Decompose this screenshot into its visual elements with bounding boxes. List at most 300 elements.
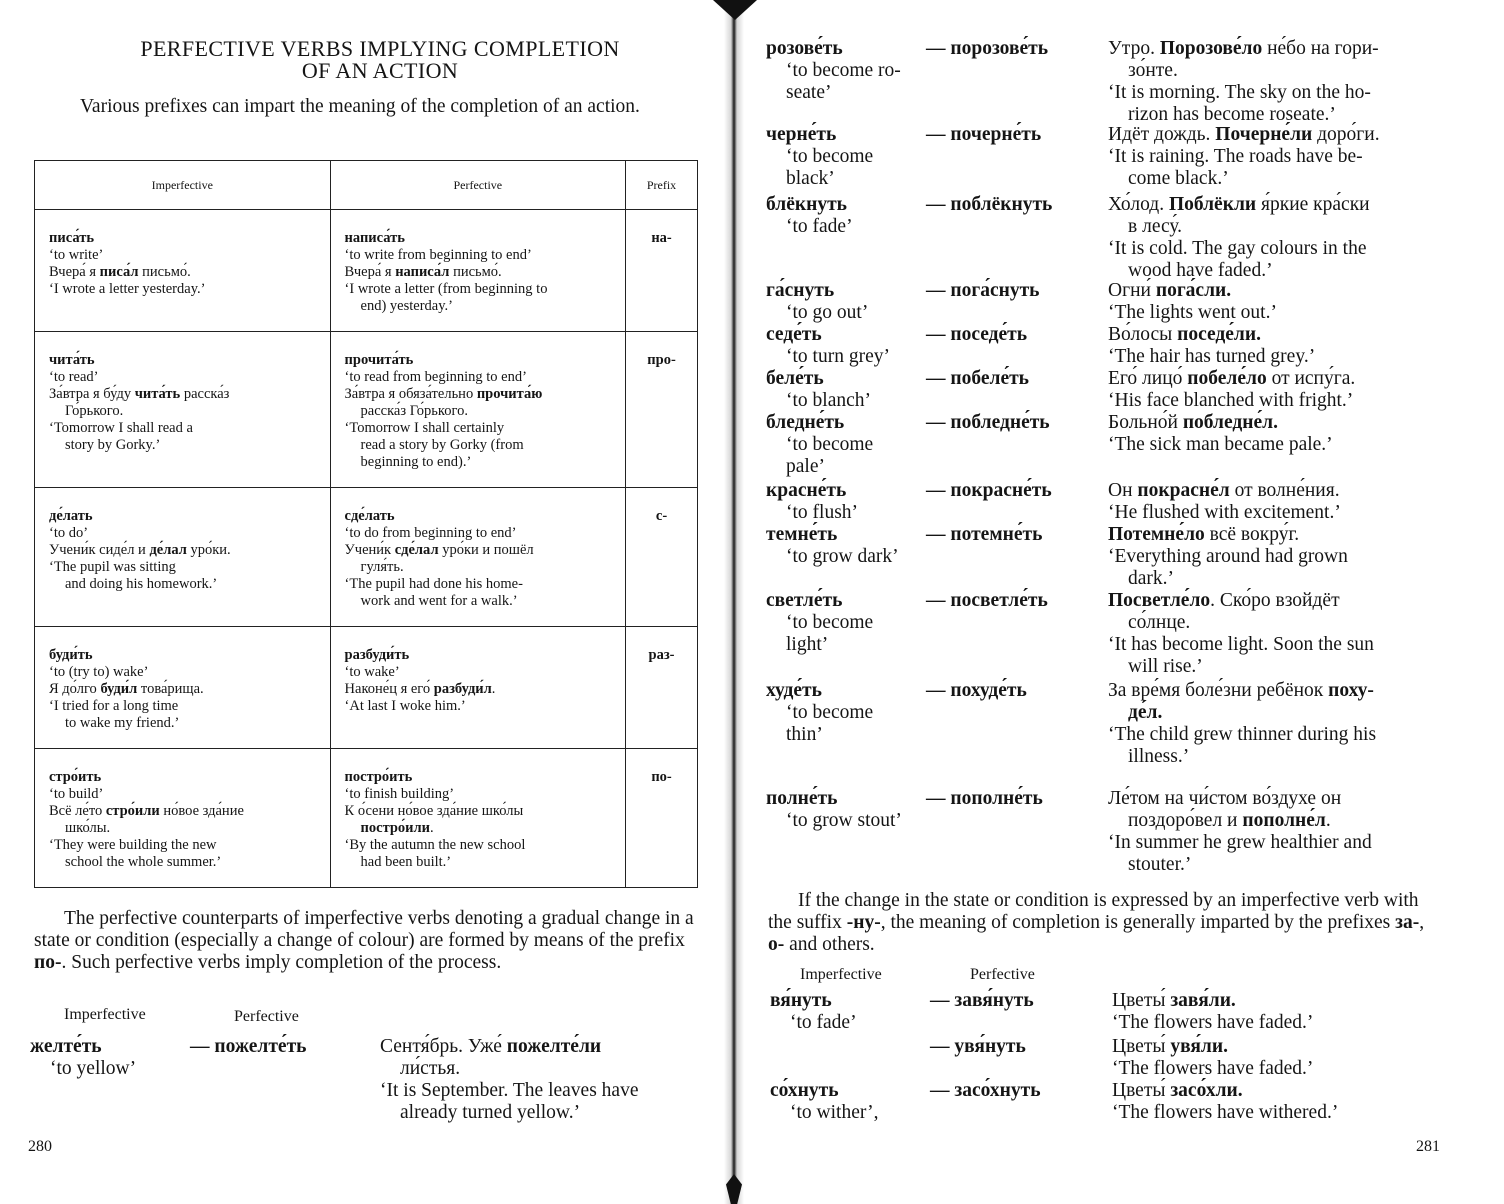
verb-imperfective: седе́ть bbox=[766, 324, 822, 345]
example-text: ‘The sick man became pale.’ bbox=[1108, 434, 1333, 455]
example-text: already turned yellow.’ bbox=[400, 1102, 581, 1123]
imperfective-text: ‘to write’ bbox=[49, 247, 104, 263]
perfective-text: . bbox=[491, 681, 496, 697]
verb-example bbox=[1112, 990, 1450, 1034]
perfective-text: end) yesterday.’ bbox=[360, 298, 453, 314]
perfective-line bbox=[345, 369, 612, 386]
imperfective-text: Вчера́ я bbox=[49, 264, 100, 280]
imperfective-line bbox=[49, 508, 316, 525]
example-bold: пога́сли. bbox=[1155, 280, 1232, 301]
imperfective-line bbox=[49, 698, 316, 715]
verb-perfective: — пополне́ть bbox=[926, 788, 1043, 809]
example-line bbox=[1112, 990, 1450, 1012]
imperfective-text: ‘I tried for a long time bbox=[49, 698, 179, 714]
perfective-text: Вчера́ я bbox=[344, 264, 396, 280]
example-line bbox=[1108, 702, 1446, 724]
example-line bbox=[1108, 82, 1446, 104]
example-text: всё вокру́г. bbox=[1204, 524, 1300, 545]
verb-perfective: — потемне́ть bbox=[926, 524, 1043, 545]
example-text: ‘The child grew thinner during his bbox=[1108, 724, 1377, 745]
verb-perfective: — посветле́ть bbox=[926, 590, 1048, 611]
imperfective-line bbox=[49, 664, 316, 681]
example-line bbox=[1108, 280, 1446, 302]
imperfective-line bbox=[49, 420, 316, 437]
example-text: ‘In summer he grew healthier and bbox=[1108, 832, 1372, 853]
heading-line-1: PERFECTIVE VERBS IMPLYING COMPLETION bbox=[140, 36, 620, 61]
cell-prefix: раз- bbox=[626, 627, 698, 749]
cell-perfective bbox=[330, 210, 626, 332]
example-line bbox=[1108, 324, 1446, 346]
perfective-bold: разбуди́л bbox=[433, 681, 492, 697]
perfective-text: ‘The pupil had done his home- bbox=[344, 576, 523, 592]
perfective-text: письмо́. bbox=[449, 264, 502, 280]
verb-imperfective: со́хнуть bbox=[770, 1080, 839, 1101]
verb-imperfective: беле́ть bbox=[766, 368, 824, 389]
verb-example bbox=[1112, 1080, 1450, 1124]
tail-text: , the meaning of completion is generally imparted by the prefixes bbox=[880, 912, 1396, 933]
example-text: зо́нте. bbox=[1128, 60, 1178, 81]
cell-prefix: на- bbox=[626, 210, 698, 332]
example-line bbox=[1108, 346, 1446, 368]
imperfective-bold: писа́л bbox=[99, 264, 139, 280]
example-text: will rise.’ bbox=[1128, 656, 1203, 677]
example-text: . bbox=[1325, 810, 1331, 831]
perfective-line bbox=[345, 403, 612, 420]
page-number-right: 281 bbox=[1416, 1138, 1440, 1155]
perfective-line bbox=[345, 681, 612, 698]
para-text: . Such perfective verbs imply completion of the process. bbox=[61, 952, 502, 973]
header-prefix: Prefix bbox=[626, 161, 698, 210]
example-line bbox=[1112, 1102, 1450, 1124]
cell-imperfective bbox=[35, 627, 331, 749]
imperfective-text: уро́ки. bbox=[186, 542, 231, 558]
perfective-text: За́втра я обяза́тельно bbox=[344, 386, 477, 402]
example-line bbox=[1108, 612, 1446, 634]
verb-imperfective: розове́ть bbox=[766, 38, 843, 59]
verb-imperfective: бледне́ть bbox=[766, 412, 845, 433]
perfective-line bbox=[345, 386, 612, 403]
verb-gloss: ‘to blanch’ bbox=[786, 390, 872, 411]
example-line bbox=[1108, 590, 1446, 612]
example-bold: пополне́л bbox=[1242, 810, 1326, 831]
example-text: come black.’ bbox=[1128, 168, 1229, 189]
verb-example bbox=[1108, 590, 1446, 678]
example-text: ‘The hair has turned grey.’ bbox=[1108, 346, 1316, 367]
table-row bbox=[35, 627, 698, 749]
imperfective-bold: чита́ть bbox=[49, 352, 95, 368]
imperfective-line bbox=[49, 352, 316, 369]
perfective-text: ‘to finish building’ bbox=[344, 786, 455, 802]
perfective-line bbox=[345, 786, 612, 803]
verb-imperfective: блёкнуть bbox=[766, 194, 847, 215]
table-row bbox=[35, 332, 698, 488]
imperfective-line bbox=[49, 820, 316, 837]
example-line bbox=[1112, 1036, 1450, 1058]
perfective-line bbox=[345, 230, 612, 247]
cell-perfective bbox=[330, 488, 626, 627]
verb-imperfective: темне́ть bbox=[766, 524, 838, 545]
header-perfective: Perfective bbox=[330, 161, 626, 210]
example-bold: поху- bbox=[1328, 680, 1374, 701]
example-text: Сентя́брь. Уже́ bbox=[380, 1036, 507, 1057]
verb-gloss: ‘to flush’ bbox=[786, 502, 859, 523]
perfective-text: ‘to write from beginning to end’ bbox=[344, 247, 532, 263]
tail-bold: за- bbox=[1395, 912, 1420, 933]
perfective-bold: разбуди́ть bbox=[344, 647, 410, 663]
verb-imperfective: худе́ть bbox=[766, 680, 822, 701]
verb-example bbox=[1108, 480, 1446, 524]
imperfective-text: расска́з bbox=[180, 386, 230, 402]
verb-gloss: seate’ bbox=[786, 82, 832, 103]
perfective-line bbox=[345, 420, 612, 437]
example-text: Его́ лицо́ bbox=[1108, 368, 1188, 389]
cell-imperfective bbox=[35, 488, 331, 627]
imperfective-line bbox=[49, 230, 316, 247]
verb-gloss: ‘to become bbox=[786, 146, 874, 167]
example-bold: завя́ли. bbox=[1170, 990, 1236, 1011]
verb-example bbox=[1108, 324, 1446, 368]
perfective-bold: написа́ть bbox=[344, 230, 405, 246]
example-text: от волне́ния. bbox=[1229, 480, 1340, 501]
example-text: illness.’ bbox=[1128, 746, 1190, 767]
perfective-line bbox=[345, 264, 612, 281]
tail-bold: о- bbox=[768, 934, 785, 955]
imperfective-bold: чита́ть bbox=[134, 386, 181, 402]
example-text: ‘It is morning. The sky on the ho- bbox=[1108, 82, 1371, 103]
cell-imperfective bbox=[35, 332, 331, 488]
gradual-change-paragraph bbox=[34, 908, 698, 974]
imperfective-line bbox=[49, 769, 316, 786]
verb-gloss: ‘to become ro- bbox=[786, 60, 901, 81]
perfective-line bbox=[345, 352, 612, 369]
imperfective-text: Го́рького. bbox=[65, 403, 124, 419]
perfective-bold: сде́лал bbox=[394, 542, 439, 558]
example-bold: Почерне́ли bbox=[1215, 124, 1313, 145]
imperfective-text: шко́лы. bbox=[65, 820, 111, 836]
perfective-line bbox=[345, 559, 612, 576]
perfective-bold: прочита́ю bbox=[476, 386, 543, 402]
perfective-line bbox=[345, 820, 612, 837]
example-line bbox=[1108, 546, 1446, 568]
example-bold: пожелте́ли bbox=[506, 1036, 602, 1057]
verb-gloss: thin’ bbox=[786, 724, 823, 745]
example-text: ‘He flushed with excitement.’ bbox=[1108, 502, 1341, 523]
example-line bbox=[1112, 1012, 1450, 1034]
perfective-line bbox=[345, 298, 612, 315]
example-text: я́ркие кра́ски bbox=[1256, 194, 1370, 215]
example-line bbox=[380, 1036, 700, 1058]
verb-example bbox=[1112, 1036, 1450, 1080]
example-text: Огни́ bbox=[1108, 280, 1156, 301]
example-line bbox=[1108, 38, 1446, 60]
example-line bbox=[1108, 412, 1446, 434]
imperfective-text: school the whole summer.’ bbox=[65, 854, 222, 870]
example-text: Идёт дождь. bbox=[1108, 124, 1216, 145]
perfective-line bbox=[345, 454, 612, 471]
verb-example bbox=[1108, 280, 1446, 324]
verb-example bbox=[1108, 524, 1446, 590]
tail-text: , bbox=[1419, 912, 1425, 933]
perfective-text: ‘At last I woke him.’ bbox=[344, 698, 466, 714]
perfective-text: work and went for a walk.’ bbox=[360, 593, 518, 609]
example-text: Цветы́ bbox=[1112, 1080, 1171, 1101]
imperfective-line bbox=[49, 803, 316, 820]
example-line bbox=[1108, 194, 1446, 216]
cell-imperfective bbox=[35, 749, 331, 888]
verb-gloss: ‘to fade’ bbox=[790, 1012, 857, 1033]
example-bold: Порозове́ло bbox=[1159, 38, 1263, 59]
cell-perfective bbox=[330, 627, 626, 749]
example-bold: побеле́ло bbox=[1187, 368, 1267, 389]
verb-perfective: — покрасне́ть bbox=[926, 480, 1052, 501]
perfective-text: ‘to wake’ bbox=[344, 664, 400, 680]
perfective-bold: постро́ить bbox=[344, 769, 413, 785]
example-text: . Ско́ро взойдёт bbox=[1210, 590, 1340, 611]
example-line bbox=[1108, 724, 1446, 746]
perfective-line bbox=[345, 247, 612, 264]
imperfective-text: ‘to read’ bbox=[49, 369, 99, 385]
imperfective-line bbox=[49, 247, 316, 264]
perfective-text: ‘to read from beginning to end’ bbox=[344, 369, 527, 385]
verb-example bbox=[1108, 680, 1446, 768]
verb-gloss: black’ bbox=[786, 168, 835, 189]
example-text: от испу́га. bbox=[1266, 368, 1356, 389]
verb-imperfective: красне́ть bbox=[766, 480, 847, 501]
imperfective-text: ‘to (try to) wake’ bbox=[49, 664, 149, 680]
example-bold: Посветле́ло bbox=[1108, 590, 1211, 611]
imperfective-line bbox=[49, 681, 316, 698]
imperfective-text: ‘Tomorrow I shall read a bbox=[49, 420, 193, 436]
example-text: dark.’ bbox=[1128, 568, 1175, 589]
example-line bbox=[1108, 302, 1446, 324]
imperfective-line bbox=[49, 403, 316, 420]
cell-prefix: с- bbox=[626, 488, 698, 627]
verb-imperfective: светле́ть bbox=[766, 590, 843, 611]
example-text: За вре́мя боле́зни ребёнок bbox=[1108, 680, 1329, 701]
verb-imperfective: га́снуть bbox=[766, 280, 835, 301]
imperfective-bold: стро́или bbox=[105, 803, 160, 819]
prefix-table bbox=[34, 160, 698, 888]
example-text: поздоро́вел и bbox=[1128, 810, 1243, 831]
perfective-line bbox=[345, 542, 612, 559]
example-text: ‘The lights went out.’ bbox=[1108, 302, 1277, 323]
verb-example bbox=[1108, 194, 1446, 282]
page-number: 280 bbox=[28, 1138, 52, 1155]
verb-gloss: light’ bbox=[786, 634, 829, 655]
example-line bbox=[380, 1080, 700, 1102]
example-line bbox=[1108, 238, 1446, 260]
perfective-line bbox=[345, 437, 612, 454]
imperfective-line bbox=[49, 264, 316, 281]
perfective-text: . bbox=[430, 820, 434, 836]
perfective-line bbox=[345, 854, 612, 871]
verb-perfective: — пога́снуть bbox=[926, 280, 1040, 301]
example-line bbox=[1108, 260, 1446, 282]
perfective-text: уро́ки и пошёл bbox=[438, 542, 534, 558]
imperfective-line bbox=[49, 437, 316, 454]
example-line bbox=[1112, 1080, 1450, 1102]
imperfective-bold: де́лал bbox=[149, 542, 187, 558]
verb-example bbox=[1108, 412, 1446, 456]
imperfective-text: ‘They were building the new bbox=[49, 837, 217, 853]
example-text: stouter.’ bbox=[1128, 854, 1192, 875]
verb-gloss: ‘to turn grey’ bbox=[786, 346, 890, 367]
example-line bbox=[1108, 124, 1446, 146]
suffix-nu-paragraph bbox=[768, 890, 1440, 956]
example-text: ‘The flowers have withered.’ bbox=[1112, 1102, 1339, 1123]
imperfective-text: За́втра я бу́ду bbox=[49, 386, 135, 402]
imperfective-line bbox=[49, 542, 316, 559]
imperfective-text: ‘The pupil was sitting bbox=[49, 559, 176, 575]
perfective-text: read a story by Gorky (from bbox=[360, 437, 524, 453]
verb-example bbox=[1108, 788, 1446, 876]
imperfective-line bbox=[49, 386, 316, 403]
col-header-perfective: Perfective bbox=[234, 1008, 299, 1025]
perfective-text: ‘By the autumn the new school bbox=[344, 837, 526, 853]
verb-perfective: — побледне́ть bbox=[926, 412, 1050, 433]
example-line bbox=[1108, 568, 1446, 590]
example-text: ‘Everything around had grown bbox=[1108, 546, 1348, 567]
imperfective-text: ‘I wrote a letter yesterday.’ bbox=[49, 281, 206, 297]
table-header-row bbox=[35, 161, 698, 210]
table-row bbox=[35, 210, 698, 332]
verb-perfective: — засо́хнуть bbox=[930, 1080, 1041, 1101]
example-text: ‘The flowers have faded.’ bbox=[1112, 1012, 1314, 1033]
example-bold: побледне́л. bbox=[1182, 412, 1278, 433]
example-text: ‘It is cold. The gay colours in the bbox=[1108, 238, 1367, 259]
verb-imperfective: черне́ть bbox=[766, 124, 837, 145]
example-line bbox=[1108, 656, 1446, 678]
example-text: со́лнце. bbox=[1128, 612, 1191, 633]
perfective-line bbox=[345, 576, 612, 593]
left-page bbox=[0, 0, 730, 1204]
imperfective-line bbox=[49, 647, 316, 664]
verb-perfective: — побеле́ть bbox=[926, 368, 1029, 389]
example-line bbox=[1112, 1058, 1450, 1080]
perfective-line bbox=[345, 508, 612, 525]
example-line bbox=[1108, 634, 1446, 656]
verb-imperfective: полне́ть bbox=[766, 788, 838, 809]
imperfective-line bbox=[49, 369, 316, 386]
verb-perfective: — почерне́ть bbox=[926, 124, 1042, 145]
example-text: Он bbox=[1108, 480, 1138, 501]
example-line bbox=[1108, 104, 1446, 126]
imperfective-text: story by Gorky.’ bbox=[65, 437, 161, 453]
imperfective-text: and doing his homework.’ bbox=[65, 576, 218, 592]
imperfective-line bbox=[49, 576, 316, 593]
perfective-line bbox=[345, 281, 612, 298]
col-header-imperfective: Imperfective bbox=[64, 1006, 146, 1023]
example-bold: Поблёкли bbox=[1168, 194, 1257, 215]
example-text: Цветы́ bbox=[1112, 1036, 1171, 1057]
tail-bold: -ну- bbox=[846, 912, 881, 933]
example-line bbox=[1108, 146, 1446, 168]
imperfective-line bbox=[49, 525, 316, 542]
perfective-bold: написа́л bbox=[395, 264, 450, 280]
imperfective-bold: писа́ть bbox=[49, 230, 94, 246]
example-line bbox=[1108, 746, 1446, 768]
example-text: в лесу́. bbox=[1128, 216, 1183, 237]
example-text: ‘It is September. The leaves have bbox=[380, 1080, 639, 1101]
example-line bbox=[1108, 480, 1446, 502]
example-bold: покрасне́л bbox=[1137, 480, 1230, 501]
verb-perfective: — похуде́ть bbox=[926, 680, 1027, 701]
section-heading bbox=[40, 38, 720, 82]
imperfective-text: Я до́лго bbox=[49, 681, 101, 697]
header-imperfective: Imperfective bbox=[35, 161, 331, 210]
example-text: Во́лосы bbox=[1108, 324, 1178, 345]
example-bold: поседе́ли. bbox=[1177, 324, 1261, 345]
imperfective-line bbox=[49, 559, 316, 576]
perfective-line bbox=[345, 769, 612, 786]
perfective-text: beginning to end).’ bbox=[360, 454, 472, 470]
table-row bbox=[35, 749, 698, 888]
example-bold: увя́ли. bbox=[1170, 1036, 1228, 1057]
example-bold: де́л. bbox=[1128, 702, 1163, 723]
example-line bbox=[1108, 434, 1446, 456]
verb-imperfective: вя́нуть bbox=[770, 990, 832, 1011]
cell-perfective bbox=[330, 332, 626, 488]
example-text: ли́стья. bbox=[400, 1058, 461, 1079]
verb-gloss: ‘to go out’ bbox=[786, 302, 869, 323]
example-line bbox=[1108, 502, 1446, 524]
perfective-text: Учени́к bbox=[344, 542, 395, 558]
tail-text: If the change in the state or condition is expressed by an imperfective verb with the suffix bbox=[768, 890, 1419, 933]
imperfective-line bbox=[49, 786, 316, 803]
perfective-line bbox=[345, 593, 612, 610]
verb-perfective: — порозове́ть bbox=[926, 38, 1049, 59]
perfective-text: гуля́ть. bbox=[360, 559, 404, 575]
imperfective-line bbox=[49, 715, 316, 732]
verb-gloss: ‘to grow dark’ bbox=[786, 546, 899, 567]
imperfective-text: письмо́. bbox=[138, 264, 191, 280]
example-line bbox=[1108, 832, 1446, 854]
perfective-bold: постро́или bbox=[360, 820, 431, 836]
imperfective-text: но́вое зда́ние bbox=[159, 803, 244, 819]
table-row bbox=[35, 488, 698, 627]
perfective-line bbox=[345, 664, 612, 681]
verb-example bbox=[1108, 124, 1446, 190]
verb-gloss: ‘to become bbox=[786, 434, 874, 455]
imperfective-text: Всё ле́то bbox=[49, 803, 106, 819]
example-text: ‘His face blanched with fright.’ bbox=[1108, 390, 1354, 411]
example-line bbox=[1108, 216, 1446, 238]
imperfective-text: ‘to build’ bbox=[49, 786, 104, 802]
example-line bbox=[1108, 368, 1446, 390]
example-line bbox=[1108, 390, 1446, 412]
example-line bbox=[1108, 60, 1446, 82]
perfective-line bbox=[345, 647, 612, 664]
verb-gloss: ‘to fade’ bbox=[786, 216, 853, 237]
example-bold: Потемне́ло bbox=[1108, 524, 1205, 545]
verb-gloss: pale’ bbox=[786, 456, 825, 477]
verb-gloss: ‘to grow stout’ bbox=[786, 810, 902, 831]
example-line bbox=[1108, 680, 1446, 702]
perfective-text: расска́з Го́рького. bbox=[360, 403, 468, 419]
imperfective-line bbox=[49, 854, 316, 871]
example-text: ‘It is raining. The roads have be- bbox=[1108, 146, 1363, 167]
example-text: ‘It has become light. Soon the sun bbox=[1108, 634, 1374, 655]
example-line bbox=[380, 1102, 700, 1124]
example-text: rizon has become roseate.’ bbox=[1128, 104, 1336, 125]
example-line bbox=[380, 1058, 700, 1080]
example-text: Ле́том на чи́стом во́здухе он bbox=[1108, 788, 1342, 809]
example-text: доро́ги. bbox=[1312, 124, 1380, 145]
example-line bbox=[1108, 788, 1446, 810]
example-line bbox=[1108, 168, 1446, 190]
verb-perfective: — поблёкнуть bbox=[926, 194, 1053, 215]
imperfective-bold: стро́ить bbox=[49, 769, 102, 785]
